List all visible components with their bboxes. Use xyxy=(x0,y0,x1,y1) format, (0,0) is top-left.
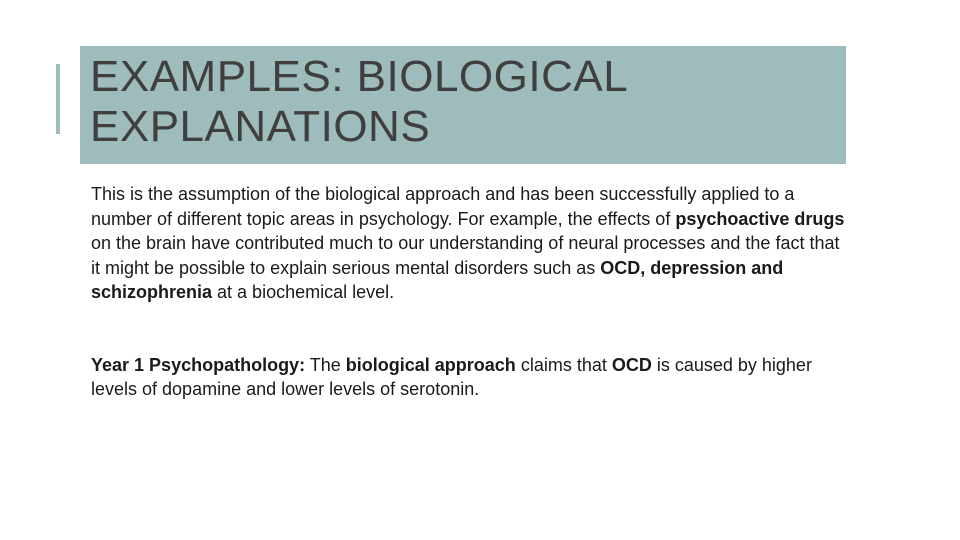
p2-bold-biological-approach: biological approach xyxy=(345,354,516,375)
title-accent-bar xyxy=(56,64,60,134)
p1-bold-disorders: OCD, depression and schizophrenia xyxy=(91,257,784,302)
p2-bold-year1: Year 1 Psychopathology: xyxy=(91,354,306,375)
p2-text-1: The xyxy=(305,354,346,375)
slide-title-box xyxy=(80,46,846,164)
body-paragraph-1 xyxy=(91,182,851,305)
p2-text-3: is caused by higher levels of dopamine and lower levels of serotonin. xyxy=(91,354,812,399)
p1-bold-psychoactive-drugs: psychoactive drugs xyxy=(675,208,845,229)
slide-title-line-2: EXPLANATIONS xyxy=(90,102,431,151)
p1-text-1: This is the assumption of the biological approach and has been successfully applied to a number of different topic areas in psychology. For example, the effects of xyxy=(91,184,795,229)
slide-body xyxy=(91,182,851,402)
p1-text-2: on the brain have contributed much to our understanding of neural processes and the fact that it might be possible to explain serious mental disorders such as xyxy=(91,233,840,278)
body-paragraph-2 xyxy=(91,353,851,402)
p1-text-3: at a biochemical level. xyxy=(212,282,395,302)
slide-title-line-1: EXAMPLES: BIOLOGICAL xyxy=(90,52,629,101)
p2-text-2: claims that xyxy=(515,354,612,375)
p2-bold-ocd: OCD xyxy=(611,354,652,375)
